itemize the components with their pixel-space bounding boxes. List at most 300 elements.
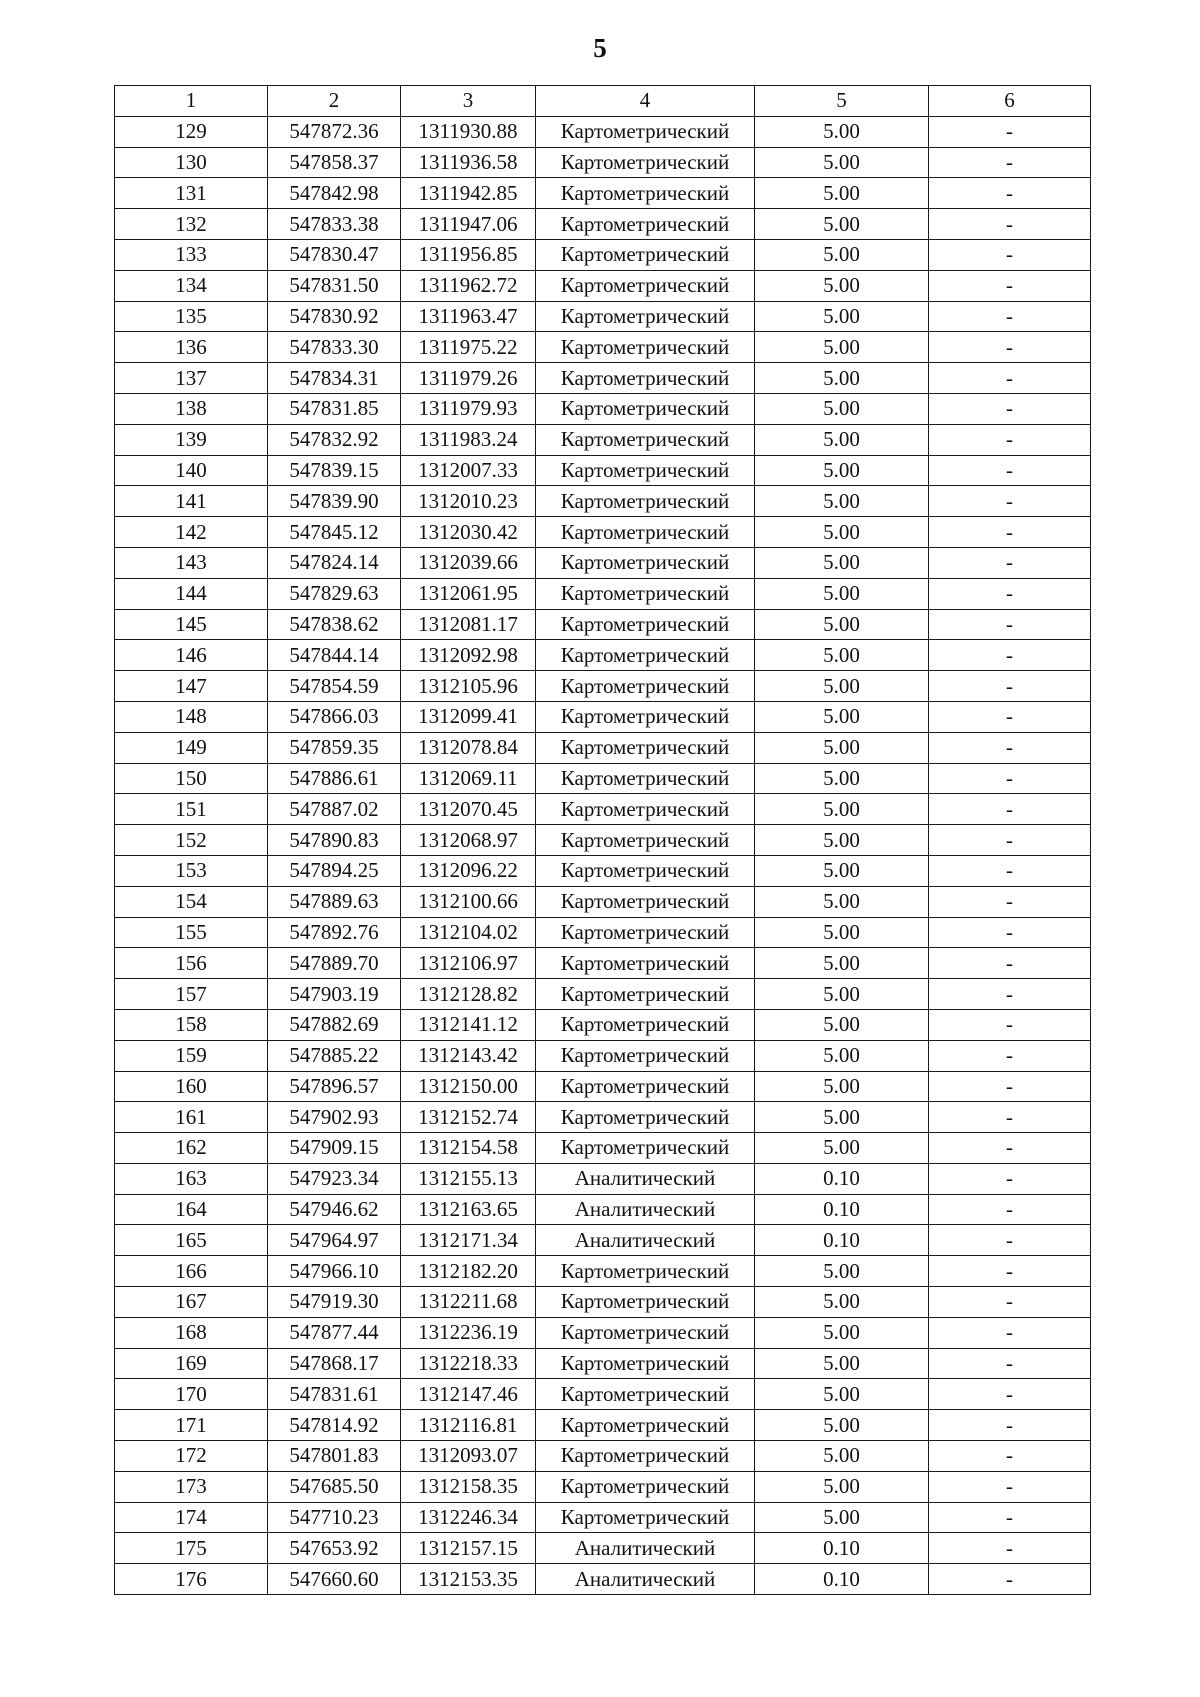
table-row (115, 239, 1091, 270)
y-coordinate-cell: 1312116.81 (401, 1410, 536, 1441)
table-row (115, 1441, 1091, 1472)
y-coordinate-cell: 1312147.46 (401, 1379, 536, 1410)
x-coordinate-cell: 547868.17 (268, 1348, 401, 1379)
y-coordinate-cell: 1312070.45 (401, 794, 536, 825)
accuracy-cell: 5.00 (755, 393, 929, 424)
note-cell: - (929, 825, 1091, 856)
accuracy-cell: 5.00 (755, 1317, 929, 1348)
y-coordinate-cell: 1311983.24 (401, 424, 536, 455)
method-cell: Аналитический (536, 1564, 755, 1595)
y-coordinate-cell: 1312157.15 (401, 1533, 536, 1564)
point-number-cell: 167 (115, 1287, 268, 1318)
y-coordinate-cell: 1312246.34 (401, 1502, 536, 1533)
accuracy-cell: 0.10 (755, 1194, 929, 1225)
point-number-cell: 168 (115, 1317, 268, 1348)
column-header: 1 (115, 86, 268, 117)
note-cell: - (929, 486, 1091, 517)
table-row (115, 1163, 1091, 1194)
point-number-cell: 135 (115, 301, 268, 332)
note-cell: - (929, 209, 1091, 240)
table-row (115, 1379, 1091, 1410)
table-row (115, 209, 1091, 240)
x-coordinate-cell: 547831.61 (268, 1379, 401, 1410)
accuracy-cell: 5.00 (755, 1502, 929, 1533)
y-coordinate-cell: 1312061.95 (401, 578, 536, 609)
x-coordinate-cell: 547824.14 (268, 547, 401, 578)
y-coordinate-cell: 1311975.22 (401, 332, 536, 363)
table-row (115, 116, 1091, 147)
y-coordinate-cell: 1312171.34 (401, 1225, 536, 1256)
x-coordinate-cell: 547896.57 (268, 1071, 401, 1102)
note-cell: - (929, 578, 1091, 609)
note-cell: - (929, 1040, 1091, 1071)
note-cell: - (929, 1441, 1091, 1472)
note-cell: - (929, 270, 1091, 301)
point-number-cell: 137 (115, 363, 268, 394)
y-coordinate-cell: 1311956.85 (401, 239, 536, 270)
method-cell: Картометрический (536, 270, 755, 301)
table-row (115, 147, 1091, 178)
method-cell: Картометрический (536, 948, 755, 979)
accuracy-cell: 5.00 (755, 1379, 929, 1410)
accuracy-cell: 5.00 (755, 701, 929, 732)
y-coordinate-cell: 1312068.97 (401, 825, 536, 856)
table-row (115, 517, 1091, 548)
x-coordinate-cell: 547964.97 (268, 1225, 401, 1256)
table-row (115, 763, 1091, 794)
note-cell: - (929, 1471, 1091, 1502)
note-cell: - (929, 239, 1091, 270)
table-row (115, 1102, 1091, 1133)
table-row (115, 701, 1091, 732)
y-coordinate-cell: 1311947.06 (401, 209, 536, 240)
x-coordinate-cell: 547831.50 (268, 270, 401, 301)
note-cell: - (929, 948, 1091, 979)
y-coordinate-cell: 1312093.07 (401, 1441, 536, 1472)
note-cell: - (929, 1194, 1091, 1225)
accuracy-cell: 5.00 (755, 301, 929, 332)
point-number-cell: 140 (115, 455, 268, 486)
x-coordinate-cell: 547919.30 (268, 1287, 401, 1318)
method-cell: Картометрический (536, 1348, 755, 1379)
accuracy-cell: 5.00 (755, 209, 929, 240)
accuracy-cell: 0.10 (755, 1163, 929, 1194)
y-coordinate-cell: 1311930.88 (401, 116, 536, 147)
table-row (115, 393, 1091, 424)
table-row (115, 1287, 1091, 1318)
accuracy-cell: 5.00 (755, 794, 929, 825)
point-number-cell: 154 (115, 886, 268, 917)
x-coordinate-cell: 547844.14 (268, 640, 401, 671)
note-cell: - (929, 979, 1091, 1010)
y-coordinate-cell: 1312141.12 (401, 1009, 536, 1040)
table-row (115, 547, 1091, 578)
point-number-cell: 176 (115, 1564, 268, 1595)
accuracy-cell: 5.00 (755, 547, 929, 578)
note-cell: - (929, 671, 1091, 702)
note-cell: - (929, 363, 1091, 394)
y-coordinate-cell: 1312099.41 (401, 701, 536, 732)
note-cell: - (929, 1225, 1091, 1256)
table-row (115, 794, 1091, 825)
method-cell: Картометрический (536, 825, 755, 856)
note-cell: - (929, 301, 1091, 332)
y-coordinate-cell: 1312092.98 (401, 640, 536, 671)
point-number-cell: 138 (115, 393, 268, 424)
note-cell: - (929, 1410, 1091, 1441)
x-coordinate-cell: 547866.03 (268, 701, 401, 732)
point-number-cell: 148 (115, 701, 268, 732)
note-cell: - (929, 1348, 1091, 1379)
method-cell: Картометрический (536, 209, 755, 240)
method-cell: Картометрический (536, 424, 755, 455)
method-cell: Аналитический (536, 1163, 755, 1194)
point-number-cell: 161 (115, 1102, 268, 1133)
table-row (115, 825, 1091, 856)
note-cell: - (929, 178, 1091, 209)
table-row (115, 1317, 1091, 1348)
accuracy-cell: 5.00 (755, 671, 929, 702)
method-cell: Картометрический (536, 1471, 755, 1502)
column-header: 3 (401, 86, 536, 117)
x-coordinate-cell: 547894.25 (268, 855, 401, 886)
note-cell: - (929, 517, 1091, 548)
accuracy-cell: 0.10 (755, 1564, 929, 1595)
x-coordinate-cell: 547833.30 (268, 332, 401, 363)
accuracy-cell: 5.00 (755, 1071, 929, 1102)
note-cell: - (929, 1502, 1091, 1533)
method-cell: Картометрический (536, 455, 755, 486)
x-coordinate-cell: 547885.22 (268, 1040, 401, 1071)
x-coordinate-cell: 547834.31 (268, 363, 401, 394)
x-coordinate-cell: 547903.19 (268, 979, 401, 1010)
accuracy-cell: 5.00 (755, 363, 929, 394)
y-coordinate-cell: 1311979.26 (401, 363, 536, 394)
table-row (115, 332, 1091, 363)
point-number-cell: 146 (115, 640, 268, 671)
point-number-cell: 169 (115, 1348, 268, 1379)
method-cell: Картометрический (536, 701, 755, 732)
table-row (115, 1225, 1091, 1256)
x-coordinate-cell: 547859.35 (268, 732, 401, 763)
method-cell: Картометрический (536, 855, 755, 886)
accuracy-cell: 0.10 (755, 1225, 929, 1256)
point-number-cell: 141 (115, 486, 268, 517)
x-coordinate-cell: 547923.34 (268, 1163, 401, 1194)
point-number-cell: 171 (115, 1410, 268, 1441)
method-cell: Картометрический (536, 1133, 755, 1164)
table-row (115, 640, 1091, 671)
y-coordinate-cell: 1312078.84 (401, 732, 536, 763)
point-number-cell: 174 (115, 1502, 268, 1533)
method-cell: Картометрический (536, 147, 755, 178)
note-cell: - (929, 1533, 1091, 1564)
method-cell: Картометрический (536, 1071, 755, 1102)
method-cell: Картометрический (536, 239, 755, 270)
point-number-cell: 164 (115, 1194, 268, 1225)
x-coordinate-cell: 547801.83 (268, 1441, 401, 1472)
point-number-cell: 130 (115, 147, 268, 178)
point-number-cell: 144 (115, 578, 268, 609)
x-coordinate-cell: 547890.83 (268, 825, 401, 856)
table-row (115, 363, 1091, 394)
point-number-cell: 172 (115, 1441, 268, 1472)
accuracy-cell: 5.00 (755, 825, 929, 856)
note-cell: - (929, 886, 1091, 917)
method-cell: Картометрический (536, 763, 755, 794)
table-row (115, 455, 1091, 486)
point-number-cell: 142 (115, 517, 268, 548)
column-header: 4 (536, 86, 755, 117)
x-coordinate-cell: 547842.98 (268, 178, 401, 209)
table-row (115, 1502, 1091, 1533)
x-coordinate-cell: 547946.62 (268, 1194, 401, 1225)
coordinates-table (114, 85, 1091, 1595)
accuracy-cell: 5.00 (755, 116, 929, 147)
note-cell: - (929, 424, 1091, 455)
column-header: 6 (929, 86, 1091, 117)
x-coordinate-cell: 547660.60 (268, 1564, 401, 1595)
y-coordinate-cell: 1312030.42 (401, 517, 536, 548)
accuracy-cell: 5.00 (755, 1040, 929, 1071)
point-number-cell: 150 (115, 763, 268, 794)
note-cell: - (929, 147, 1091, 178)
x-coordinate-cell: 547685.50 (268, 1471, 401, 1502)
accuracy-cell: 5.00 (755, 1102, 929, 1133)
y-coordinate-cell: 1312010.23 (401, 486, 536, 517)
table-body (115, 86, 1091, 1595)
table-row (115, 1533, 1091, 1564)
method-cell: Картометрический (536, 1009, 755, 1040)
accuracy-cell: 5.00 (755, 270, 929, 301)
point-number-cell: 165 (115, 1225, 268, 1256)
method-cell: Картометрический (536, 1441, 755, 1472)
accuracy-cell: 5.00 (755, 578, 929, 609)
point-number-cell: 151 (115, 794, 268, 825)
method-cell: Картометрический (536, 640, 755, 671)
method-cell: Картометрический (536, 301, 755, 332)
page-number: 5 (593, 33, 607, 63)
table-row (115, 1410, 1091, 1441)
accuracy-cell: 5.00 (755, 640, 929, 671)
point-number-cell: 175 (115, 1533, 268, 1564)
accuracy-cell: 5.00 (755, 1348, 929, 1379)
accuracy-cell: 5.00 (755, 1287, 929, 1318)
accuracy-cell: 5.00 (755, 455, 929, 486)
method-cell: Картометрический (536, 116, 755, 147)
method-cell: Картометрический (536, 578, 755, 609)
table-row (115, 1564, 1091, 1595)
accuracy-cell: 5.00 (755, 886, 929, 917)
y-coordinate-cell: 1311942.85 (401, 178, 536, 209)
accuracy-cell: 5.00 (755, 1471, 929, 1502)
table-row (115, 609, 1091, 640)
y-coordinate-cell: 1311979.93 (401, 393, 536, 424)
table-row (115, 1348, 1091, 1379)
method-cell: Картометрический (536, 1410, 755, 1441)
point-number-cell: 173 (115, 1471, 268, 1502)
y-coordinate-cell: 1312106.97 (401, 948, 536, 979)
column-header: 2 (268, 86, 401, 117)
x-coordinate-cell: 547829.63 (268, 578, 401, 609)
x-coordinate-cell: 547814.92 (268, 1410, 401, 1441)
note-cell: - (929, 1317, 1091, 1348)
point-number-cell: 145 (115, 609, 268, 640)
point-number-cell: 149 (115, 732, 268, 763)
y-coordinate-cell: 1312236.19 (401, 1317, 536, 1348)
point-number-cell: 147 (115, 671, 268, 702)
method-cell: Картометрический (536, 1256, 755, 1287)
note-cell: - (929, 855, 1091, 886)
note-cell: - (929, 1009, 1091, 1040)
point-number-cell: 136 (115, 332, 268, 363)
method-cell: Картометрический (536, 732, 755, 763)
method-cell: Картометрический (536, 1317, 755, 1348)
x-coordinate-cell: 547886.61 (268, 763, 401, 794)
table-row (115, 886, 1091, 917)
x-coordinate-cell: 547872.36 (268, 116, 401, 147)
table-row (115, 178, 1091, 209)
accuracy-cell: 5.00 (755, 486, 929, 517)
note-cell: - (929, 393, 1091, 424)
column-header: 5 (755, 86, 929, 117)
method-cell: Картометрический (536, 363, 755, 394)
y-coordinate-cell: 1312153.35 (401, 1564, 536, 1595)
accuracy-cell: 5.00 (755, 517, 929, 548)
method-cell: Картометрический (536, 1502, 755, 1533)
method-cell: Картометрический (536, 486, 755, 517)
x-coordinate-cell: 547831.85 (268, 393, 401, 424)
accuracy-cell: 5.00 (755, 979, 929, 1010)
table-row (115, 917, 1091, 948)
point-number-cell: 158 (115, 1009, 268, 1040)
point-number-cell: 163 (115, 1163, 268, 1194)
accuracy-cell: 5.00 (755, 732, 929, 763)
point-number-cell: 156 (115, 948, 268, 979)
y-coordinate-cell: 1312069.11 (401, 763, 536, 794)
point-number-cell: 129 (115, 116, 268, 147)
x-coordinate-cell: 547892.76 (268, 917, 401, 948)
point-number-cell: 159 (115, 1040, 268, 1071)
accuracy-cell: 5.00 (755, 1410, 929, 1441)
note-cell: - (929, 1163, 1091, 1194)
point-number-cell: 166 (115, 1256, 268, 1287)
note-cell: - (929, 116, 1091, 147)
method-cell: Картометрический (536, 393, 755, 424)
accuracy-cell: 5.00 (755, 332, 929, 363)
point-number-cell: 157 (115, 979, 268, 1010)
x-coordinate-cell: 547710.23 (268, 1502, 401, 1533)
method-cell: Картометрический (536, 1287, 755, 1318)
point-number-cell: 153 (115, 855, 268, 886)
accuracy-cell: 5.00 (755, 855, 929, 886)
point-number-cell: 132 (115, 209, 268, 240)
y-coordinate-cell: 1312150.00 (401, 1071, 536, 1102)
accuracy-cell: 5.00 (755, 239, 929, 270)
note-cell: - (929, 640, 1091, 671)
accuracy-cell: 5.00 (755, 609, 929, 640)
note-cell: - (929, 732, 1091, 763)
point-number-cell: 143 (115, 547, 268, 578)
note-cell: - (929, 701, 1091, 732)
method-cell: Картометрический (536, 1379, 755, 1410)
table-row (115, 1194, 1091, 1225)
y-coordinate-cell: 1312128.82 (401, 979, 536, 1010)
method-cell: Картометрический (536, 332, 755, 363)
point-number-cell: 152 (115, 825, 268, 856)
table-row (115, 301, 1091, 332)
method-cell: Картометрический (536, 1102, 755, 1133)
method-cell: Аналитический (536, 1533, 755, 1564)
method-cell: Картометрический (536, 886, 755, 917)
table-row (115, 486, 1091, 517)
note-cell: - (929, 1133, 1091, 1164)
table-row (115, 270, 1091, 301)
note-cell: - (929, 1071, 1091, 1102)
point-number-cell: 133 (115, 239, 268, 270)
method-cell: Картометрический (536, 979, 755, 1010)
y-coordinate-cell: 1311936.58 (401, 147, 536, 178)
x-coordinate-cell: 547854.59 (268, 671, 401, 702)
x-coordinate-cell: 547877.44 (268, 1317, 401, 1348)
note-cell: - (929, 455, 1091, 486)
y-coordinate-cell: 1312143.42 (401, 1040, 536, 1071)
table-row (115, 855, 1091, 886)
accuracy-cell: 5.00 (755, 178, 929, 209)
note-cell: - (929, 1564, 1091, 1595)
table-row (115, 979, 1091, 1010)
method-cell: Картометрический (536, 517, 755, 548)
method-cell: Картометрический (536, 794, 755, 825)
y-coordinate-cell: 1312100.66 (401, 886, 536, 917)
note-cell: - (929, 1379, 1091, 1410)
method-cell: Аналитический (536, 1225, 755, 1256)
x-coordinate-cell: 547830.47 (268, 239, 401, 270)
point-number-cell: 139 (115, 424, 268, 455)
y-coordinate-cell: 1312081.17 (401, 609, 536, 640)
y-coordinate-cell: 1312163.65 (401, 1194, 536, 1225)
x-coordinate-cell: 547839.15 (268, 455, 401, 486)
point-number-cell: 131 (115, 178, 268, 209)
accuracy-cell: 5.00 (755, 147, 929, 178)
y-coordinate-cell: 1312104.02 (401, 917, 536, 948)
y-coordinate-cell: 1312154.58 (401, 1133, 536, 1164)
accuracy-cell: 5.00 (755, 424, 929, 455)
accuracy-cell: 5.00 (755, 1256, 929, 1287)
x-coordinate-cell: 547889.70 (268, 948, 401, 979)
note-cell: - (929, 609, 1091, 640)
point-number-cell: 170 (115, 1379, 268, 1410)
x-coordinate-cell: 547902.93 (268, 1102, 401, 1133)
note-cell: - (929, 794, 1091, 825)
table-row (115, 578, 1091, 609)
table-row (115, 1071, 1091, 1102)
accuracy-cell: 5.00 (755, 948, 929, 979)
table-row (115, 671, 1091, 702)
point-number-cell: 134 (115, 270, 268, 301)
note-cell: - (929, 763, 1091, 794)
y-coordinate-cell: 1312096.22 (401, 855, 536, 886)
x-coordinate-cell: 547845.12 (268, 517, 401, 548)
y-coordinate-cell: 1312182.20 (401, 1256, 536, 1287)
table-row (115, 1133, 1091, 1164)
table-row (115, 424, 1091, 455)
x-coordinate-cell: 547966.10 (268, 1256, 401, 1287)
x-coordinate-cell: 547839.90 (268, 486, 401, 517)
x-coordinate-cell: 547833.38 (268, 209, 401, 240)
x-coordinate-cell: 547832.92 (268, 424, 401, 455)
point-number-cell: 155 (115, 917, 268, 948)
